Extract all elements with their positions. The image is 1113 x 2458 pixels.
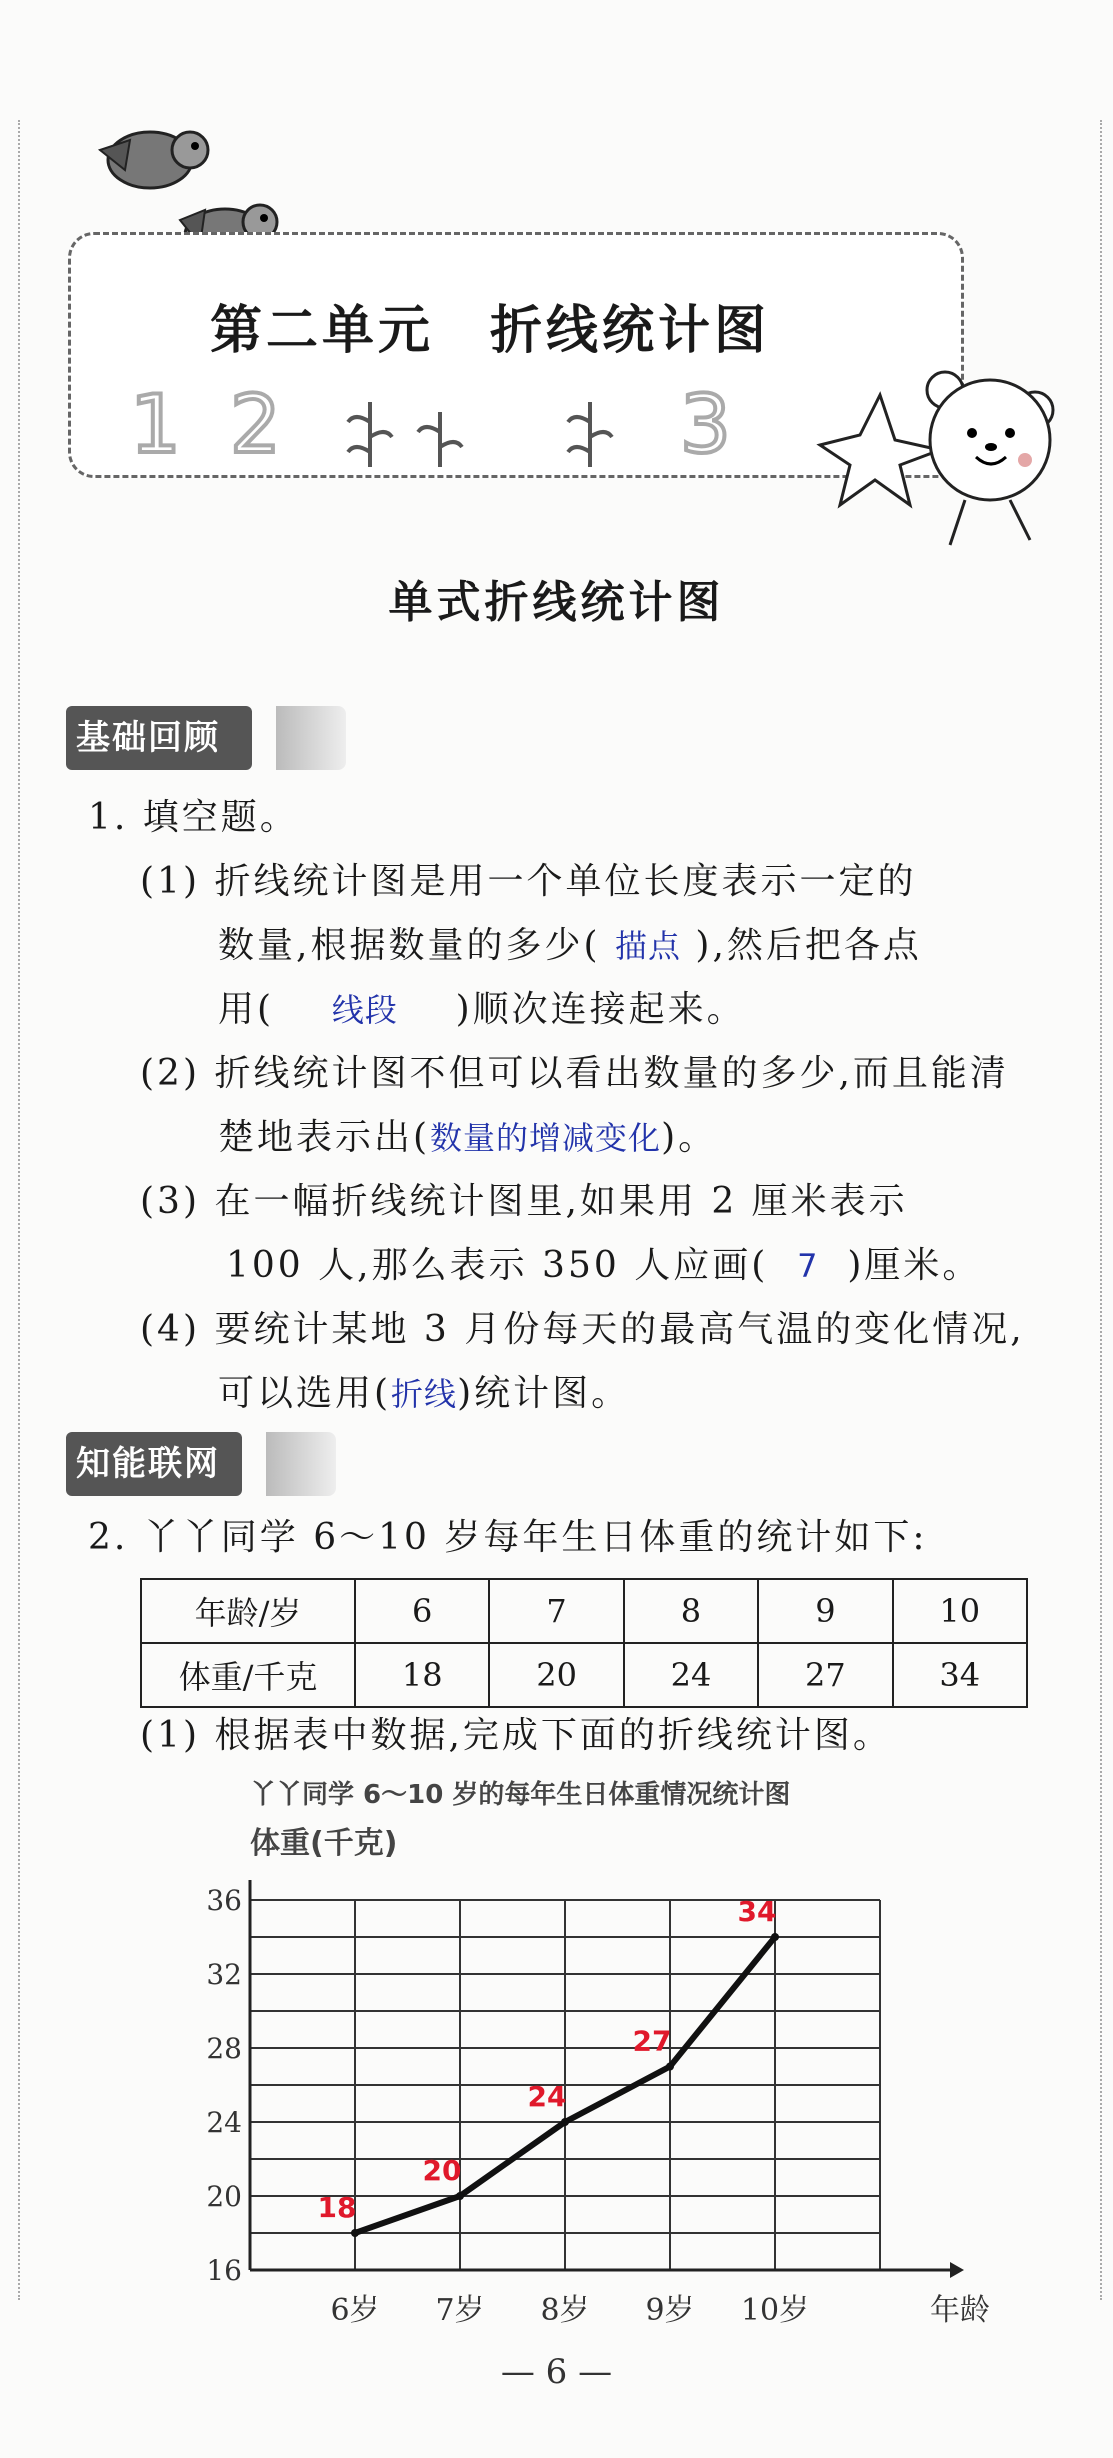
- table-cell: 年龄/岁: [141, 1579, 355, 1643]
- q1-p4-line1: (4) 要统计某地 3 月份每天的最高气温的变化情况,: [140, 1309, 1025, 1350]
- table-cell: 20: [489, 1643, 623, 1707]
- table-row: [141, 1643, 1027, 1707]
- data-point: [456, 2192, 464, 2200]
- data-label: 27: [632, 2024, 672, 2058]
- chart-title: 丫丫同学 6～10 岁的每年生日体重情况统计图: [250, 1780, 791, 1810]
- table-cell: 18: [355, 1643, 489, 1707]
- data-label: 34: [737, 1895, 777, 1928]
- section-tag-review: 基础回顾: [66, 706, 252, 770]
- table-cell: 27: [758, 1643, 892, 1707]
- table-cell: 9: [758, 1579, 892, 1643]
- unit-title: 第二单元 折线统计图: [210, 300, 771, 361]
- table-cell: 体重/千克: [141, 1643, 355, 1707]
- table-cell: 34: [893, 1643, 1027, 1707]
- x-tick-label: 7岁: [435, 2293, 485, 2328]
- x-tick-label: 10岁: [740, 2293, 810, 2328]
- data-point: [561, 2118, 569, 2126]
- x-tick-label: 6岁: [330, 2293, 380, 2328]
- data-point: [666, 2063, 674, 2071]
- svg-text:1: 1: [130, 378, 181, 471]
- right-dotted-margin: [1100, 120, 1102, 2300]
- left-dotted-margin: [18, 120, 20, 2300]
- q1-p2-line1: (2) 折线统计图不但可以看出数量的多少,而且能清: [140, 1053, 1009, 1094]
- data-label: 18: [317, 2191, 357, 2224]
- q1-p3-line1: (3) 在一幅折线统计图里,如果用 2 厘米表示: [140, 1181, 908, 1222]
- answer-change: 数量的增减变化: [430, 1119, 662, 1157]
- decorative-numbers: [120, 372, 760, 472]
- answer-xianduan: 线段: [331, 991, 398, 1029]
- table-cell: 7: [489, 1579, 623, 1643]
- data-point: [351, 2229, 359, 2237]
- y-tick-label: 32: [206, 1958, 242, 1991]
- lesson-title: 单式折线统计图: [388, 577, 725, 628]
- y-tick-label: 28: [206, 2032, 242, 2065]
- section-tag-tail: [266, 1432, 336, 1496]
- y-tick-label: 24: [206, 2106, 242, 2139]
- answer-miaodian: 描点: [614, 927, 681, 965]
- data-label: 20: [422, 2154, 462, 2187]
- q1-p2-line2: 楚地表示出(数量的增减变化)。: [218, 1117, 718, 1158]
- svg-text:3: 3: [680, 378, 731, 471]
- section-tag-tail: [276, 706, 346, 770]
- q1-p4-line2: 可以选用(折线)统计图。: [218, 1373, 631, 1414]
- table-cell: 24: [624, 1643, 758, 1707]
- q2-sub1: (1) 根据表中数据,完成下面的折线统计图。: [140, 1715, 892, 1756]
- x-tick-label: 9岁: [645, 2293, 695, 2328]
- data-label: 24: [527, 2080, 567, 2113]
- page-number: — 6 —: [500, 2352, 613, 2392]
- line-chart: [200, 1870, 990, 2340]
- y-tick-label: 16: [206, 2254, 242, 2287]
- x-axis-arrow: [950, 2262, 964, 2278]
- table-row: [141, 1579, 1027, 1643]
- table-cell: 10: [893, 1579, 1027, 1643]
- q1-stem: 1. 填空题。: [88, 797, 299, 838]
- y-tick-label: 20: [206, 2180, 242, 2213]
- table-cell: 8: [624, 1579, 758, 1643]
- bear-illustration: [800, 335, 1060, 555]
- chart-ylabel: 体重(千克): [250, 1826, 398, 1861]
- x-axis-label: 年龄: [930, 2293, 990, 2328]
- weight-table: [140, 1578, 1028, 1708]
- answer-zhexian: 折线: [391, 1375, 458, 1413]
- answer-seven: 7: [797, 1247, 819, 1285]
- table-cell: 6: [355, 1579, 489, 1643]
- q1-p3-line2: 100 人,那么表示 350 人应画( 7 )厘米。: [226, 1245, 982, 1286]
- q1-p1-line3: 用( 线段 )顺次连接起来。: [218, 989, 746, 1030]
- svg-text:2: 2: [230, 378, 281, 471]
- q1-p1-line1: (1) 折线统计图是用一个单位长度表示一定的: [140, 861, 917, 902]
- data-point: [771, 1933, 779, 1941]
- q2-stem: 2. 丫丫同学 6～10 岁每年生日体重的统计如下:: [88, 1517, 928, 1558]
- x-tick-label: 8岁: [540, 2293, 590, 2328]
- y-tick-label: 36: [206, 1884, 242, 1917]
- q1-p1-line2: 数量,根据数量的多少( 描点 ),然后把各点: [218, 925, 922, 966]
- section-tag-network: 知能联网: [66, 1432, 242, 1496]
